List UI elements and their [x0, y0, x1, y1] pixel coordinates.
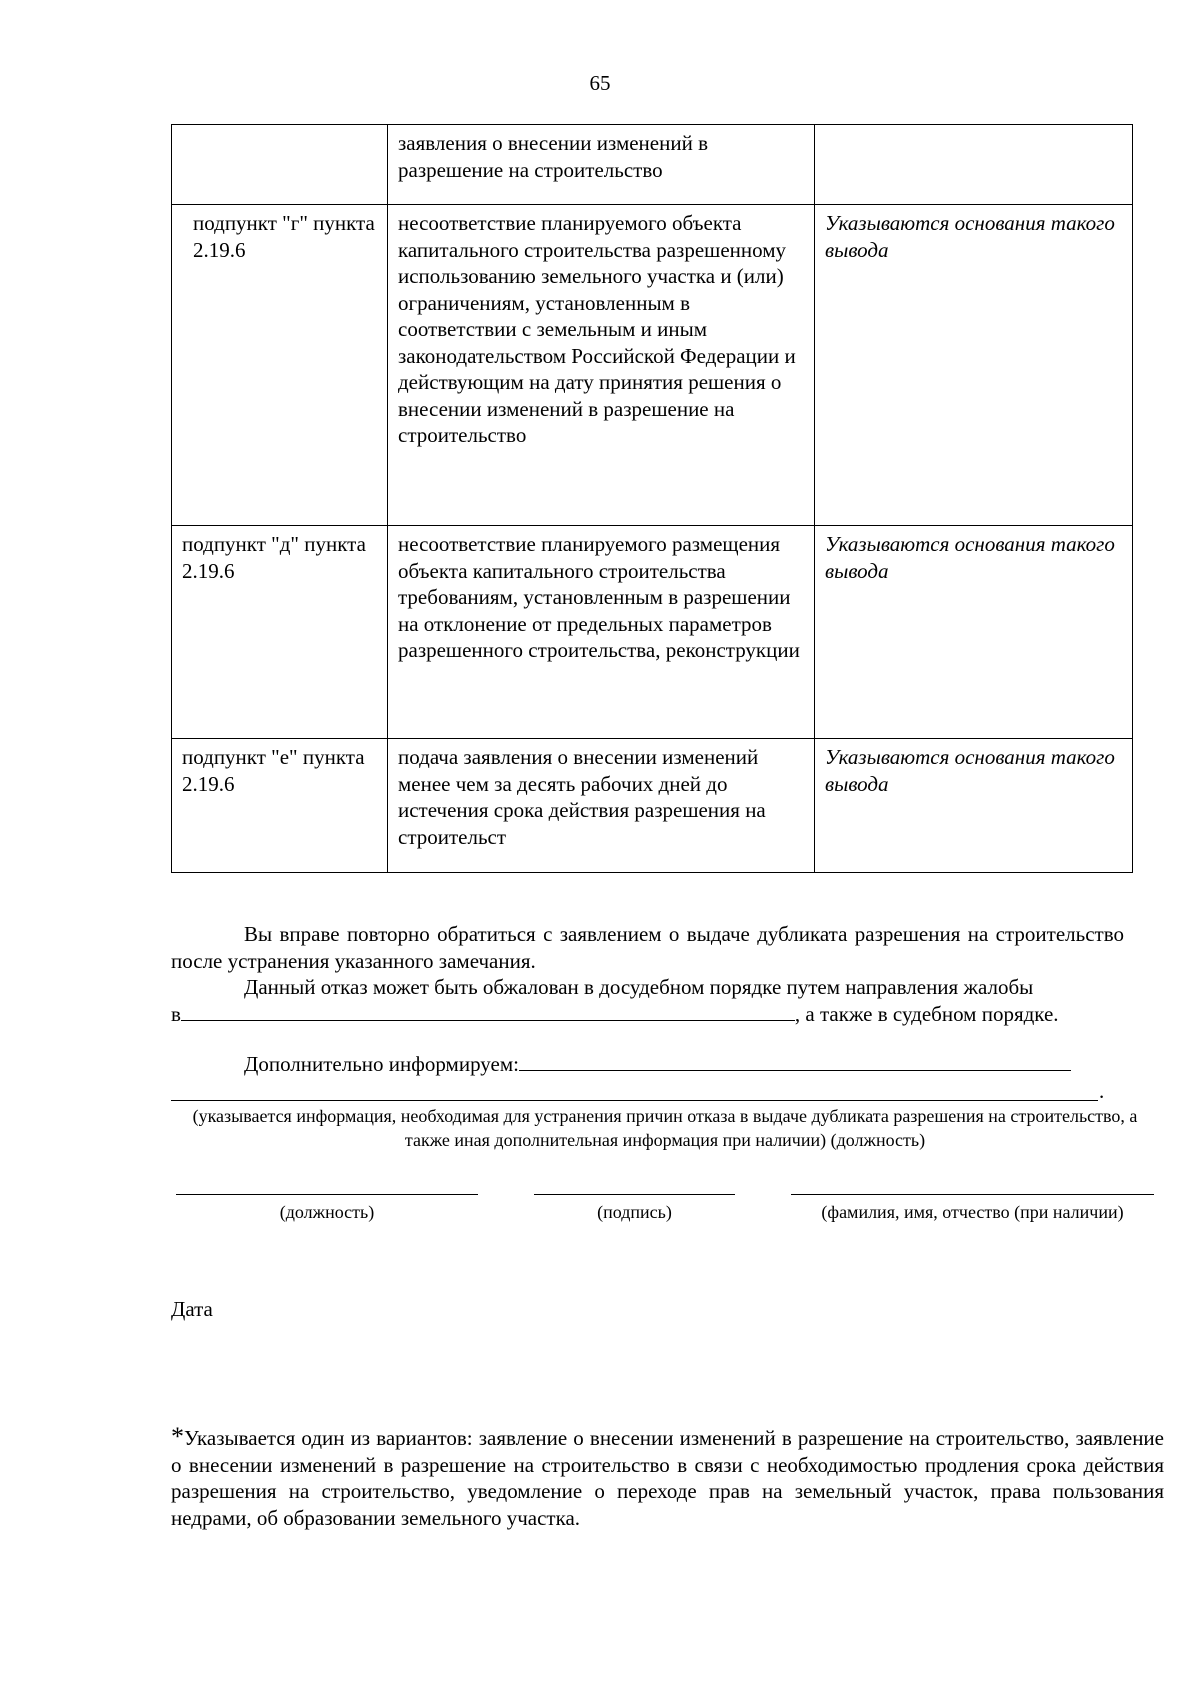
additional-info-blank	[519, 1050, 1071, 1071]
table-row	[172, 526, 1133, 739]
table-cell-clause: подпункт "д" пункта 2.19.6	[172, 526, 388, 739]
table-cell-reason: заявления о внесении изменений в разрешение на строительство	[388, 125, 815, 205]
footnote-mark: *	[171, 1422, 184, 1451]
table-cell-clause	[172, 125, 388, 205]
appeal-blank-field	[181, 1000, 795, 1021]
position-caption: (должность)	[279, 1202, 375, 1222]
table-cell-reason: несоответствие планируемого размещения объекта капитального строительства требованиям, установленным в разрешении на отклонение от предельных параметров разрешенного строительства, реконструкции	[388, 526, 815, 739]
additional-info-end: .	[1099, 1079, 1105, 1103]
grounds-table	[171, 124, 1133, 873]
additional-info-line	[244, 1050, 1124, 1078]
signature-line	[534, 1194, 735, 1195]
table-row	[172, 739, 1133, 873]
name-line	[791, 1194, 1154, 1195]
additional-info-caption: (указывается информация, необходимая для устранения причин отказа в выдаче дубликата разрешения на строительство, а также иная дополнительная информация при наличии) (должность)	[192, 1106, 1138, 1150]
appeal-prefix: в	[171, 1002, 181, 1026]
page-number: 65	[589, 71, 611, 95]
name-caption: (фамилия, имя, отчество (при наличии)	[821, 1202, 1124, 1222]
table-cell-explanation: Указываются основания такого вывода	[815, 205, 1133, 526]
table-row	[172, 205, 1133, 526]
table-cell-reason: подача заявления о внесении изменений менее чем за десять рабочих дней до истечения срока действия разрешения на строительст	[388, 739, 815, 873]
repeat-application-paragraph: Вы вправе повторно обратиться с заявлением о выдаче дубликата разрешения на строительство после устранения указанного замечания.	[171, 922, 1124, 973]
table-cell-explanation: Указываются основания такого вывода	[815, 739, 1133, 873]
table-row	[172, 125, 1133, 205]
position-line	[176, 1194, 478, 1195]
table-cell-explanation: Указываются основания такого вывода	[815, 526, 1133, 739]
table-cell-reason: несоответствие планируемого объекта капитального строительства разрешенному использованию земельного участка и (или) ограничениям, установленным в соответствии с земельным и иным законодательством Российской Федерации и действующим на дату принятия решения о внесении изменений в разрешение на строительство	[388, 205, 815, 526]
appeal-paragraph: Данный отказ может быть обжалован в досудебном порядке путем направления жалобы	[244, 975, 1034, 999]
table-cell-clause: подпункт "г" пункта 2.19.6	[172, 205, 388, 526]
date-label: Дата	[171, 1297, 213, 1321]
table-cell-clause: подпункт "е" пункта 2.19.6	[172, 739, 388, 873]
additional-info-label: Дополнительно информируем:	[244, 1052, 519, 1076]
footnote	[171, 1424, 1164, 1531]
table-cell-explanation	[815, 125, 1133, 205]
appeal-line	[171, 1000, 1124, 1028]
footnote-text: Указывается один из вариантов: заявление о внесении изменений в разрешение на строительство, заявление о внесении изменений в разрешение на строительство в связи с необходимостью продления срока действия разрешения на строительство, уведомление о переходе прав на земельный участок, права пользования недрами, об образовании земельного участка.	[171, 1426, 1164, 1530]
appeal-suffix: , а также в судебном порядке.	[794, 1002, 1059, 1026]
signature-caption: (подпись)	[597, 1202, 672, 1222]
additional-info-line-2	[171, 1100, 1098, 1101]
